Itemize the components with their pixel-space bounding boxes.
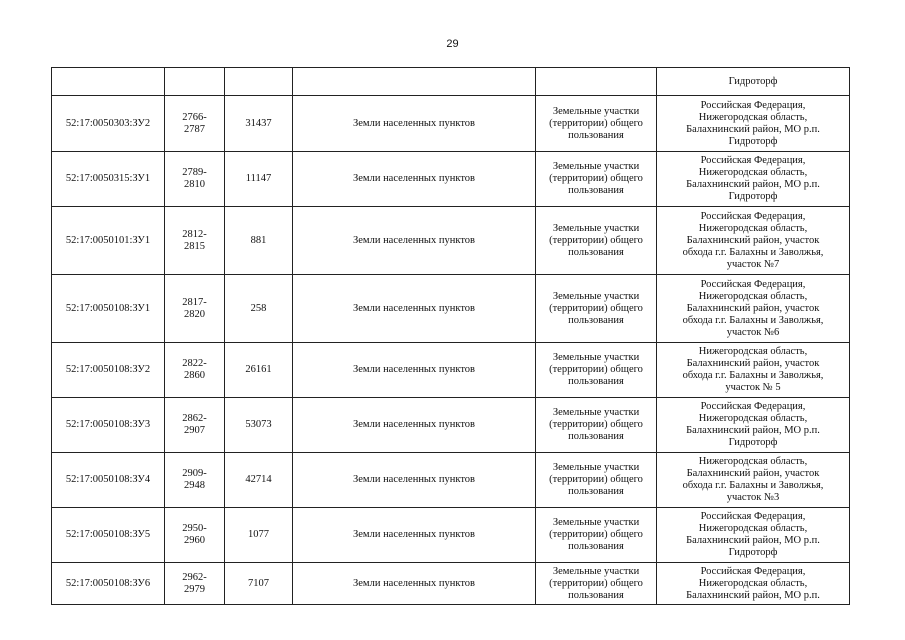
cadastral-number-cell: 52:17:0050101:ЗУ1 [52, 207, 165, 275]
cadastral-number-cell: 52:17:0050108:ЗУ6 [52, 563, 165, 605]
boundary-points-cell: 2789- 2810 [165, 152, 225, 207]
location-cell: Российская Федерация, Нижегородская область, Балахнинский район, участок обхода г.г. Балахны и Заволжья, участок №7 [657, 207, 850, 275]
area-cell [225, 68, 293, 96]
area-cell: 31437 [225, 96, 293, 152]
cadastral-number-cell: 52:17:0050108:ЗУ2 [52, 343, 165, 398]
land-category-cell: Земли населенных пунктов [293, 563, 536, 605]
land-category-cell [293, 68, 536, 96]
cadastral-number-cell: 52:17:0050108:ЗУ4 [52, 453, 165, 508]
permitted-use-cell: Земельные участки (территории) общего пользования [536, 207, 657, 275]
area-cell: 26161 [225, 343, 293, 398]
land-category-cell: Земли населенных пунктов [293, 275, 536, 343]
boundary-points-cell: 2766- 2787 [165, 96, 225, 152]
area-cell: 53073 [225, 398, 293, 453]
boundary-points-cell: 2822- 2860 [165, 343, 225, 398]
location-cell: Российская Федерация, Нижегородская область, Балахнинский район, МО р.п. Гидроторф [657, 398, 850, 453]
table-row [52, 207, 850, 275]
boundary-points-cell: 2962- 2979 [165, 563, 225, 605]
cadastral-number-cell: 52:17:0050303:ЗУ2 [52, 96, 165, 152]
page-number: 29 [446, 38, 459, 50]
land-category-cell: Земли населенных пунктов [293, 398, 536, 453]
table-row [52, 152, 850, 207]
permitted-use-cell: Земельные участки (территории) общего пользования [536, 96, 657, 152]
permitted-use-cell: Земельные участки (территории) общего пользования [536, 152, 657, 207]
boundary-points-cell: 2817- 2820 [165, 275, 225, 343]
permitted-use-cell: Земельные участки (территории) общего пользования [536, 563, 657, 605]
permitted-use-cell: Земельные участки (территории) общего пользования [536, 343, 657, 398]
location-cell: Российская Федерация, Нижегородская область, Балахнинский район, МО р.п. [657, 563, 850, 605]
permitted-use-cell: Земельные участки (территории) общего пользования [536, 398, 657, 453]
table-row [52, 68, 850, 96]
area-cell: 42714 [225, 453, 293, 508]
land-category-cell: Земли населенных пунктов [293, 207, 536, 275]
land-category-cell: Земли населенных пунктов [293, 96, 536, 152]
land-category-cell: Земли населенных пунктов [293, 508, 536, 563]
land-category-cell: Земли населенных пунктов [293, 453, 536, 508]
table-row [52, 398, 850, 453]
location-cell: Нижегородская область, Балахнинский район, участок обхода г.г. Балахны и Заволжья, участок № 5 [657, 343, 850, 398]
boundary-points-cell: 2812- 2815 [165, 207, 225, 275]
area-cell: 11147 [225, 152, 293, 207]
location-cell: Гидроторф [657, 68, 850, 96]
table-row [52, 96, 850, 152]
location-cell: Российская Федерация, Нижегородская область, Балахнинский район, МО р.п. Гидроторф [657, 152, 850, 207]
cadastral-number-cell: 52:17:0050108:ЗУ1 [52, 275, 165, 343]
area-cell: 1077 [225, 508, 293, 563]
area-cell: 881 [225, 207, 293, 275]
table-row [52, 508, 850, 563]
cadastral-number-cell [52, 68, 165, 96]
table-row [52, 275, 850, 343]
table-row [52, 343, 850, 398]
area-cell: 258 [225, 275, 293, 343]
boundary-points-cell [165, 68, 225, 96]
table-row [52, 453, 850, 508]
location-cell: Нижегородская область, Балахнинский район, участок обхода г.г. Балахны и Заволжья, участок №3 [657, 453, 850, 508]
cadastral-number-cell: 52:17:0050315:ЗУ1 [52, 152, 165, 207]
land-category-cell: Земли населенных пунктов [293, 152, 536, 207]
cadastral-number-cell: 52:17:0050108:ЗУ3 [52, 398, 165, 453]
permitted-use-cell [536, 68, 657, 96]
boundary-points-cell: 2950- 2960 [165, 508, 225, 563]
land-category-cell: Земли населенных пунктов [293, 343, 536, 398]
permitted-use-cell: Земельные участки (территории) общего пользования [536, 275, 657, 343]
area-cell: 7107 [225, 563, 293, 605]
cadastral-number-cell: 52:17:0050108:ЗУ5 [52, 508, 165, 563]
boundary-points-cell: 2909- 2948 [165, 453, 225, 508]
permitted-use-cell: Земельные участки (территории) общего пользования [536, 508, 657, 563]
land-plots-table [51, 67, 850, 605]
location-cell: Российская Федерация, Нижегородская область, Балахнинский район, участок обхода г.г. Балахны и Заволжья, участок №6 [657, 275, 850, 343]
location-cell: Российская Федерация, Нижегородская область, Балахнинский район, МО р.п. Гидроторф [657, 508, 850, 563]
table-row [52, 563, 850, 605]
boundary-points-cell: 2862- 2907 [165, 398, 225, 453]
permitted-use-cell: Земельные участки (территории) общего пользования [536, 453, 657, 508]
location-cell: Российская Федерация, Нижегородская область, Балахнинский район, МО р.п. Гидроторф [657, 96, 850, 152]
